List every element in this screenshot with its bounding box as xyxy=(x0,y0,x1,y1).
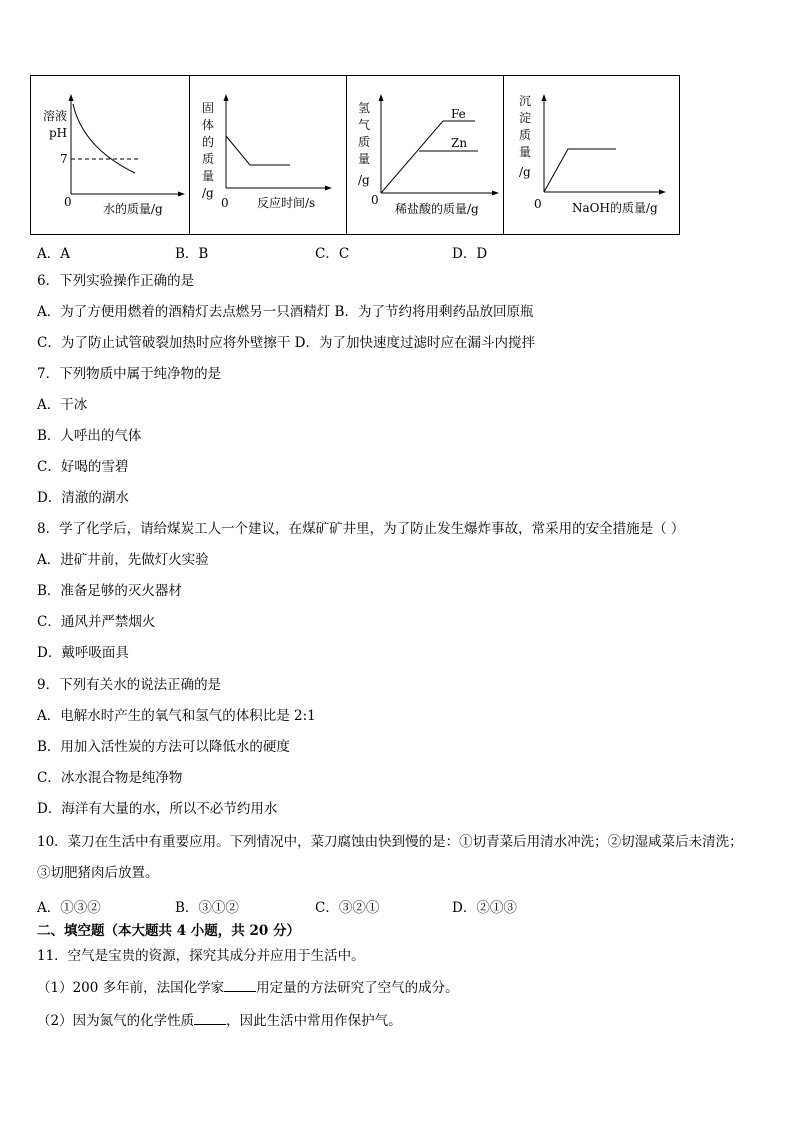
q11-sub1 xyxy=(37,978,459,997)
graph-c-ylabel-1: 气 xyxy=(357,118,370,132)
graph-b-ylabel-0: 固 xyxy=(201,101,214,115)
graph-c-xlabel: 稀盐酸的质量/g xyxy=(394,202,479,216)
graph-a-ylabel-1: 溶液 xyxy=(43,109,68,123)
graph-d-y-arrow xyxy=(542,94,547,101)
graph-b-ylabel-3: 质 xyxy=(201,152,214,166)
graph-b-x-arrow xyxy=(325,186,332,191)
q10-option-c[interactable]: C．③②① xyxy=(315,900,380,916)
q11-sub2 xyxy=(37,1011,402,1030)
section2-title: 二、填空题（本大题共 4 小题，共 20 分） xyxy=(37,923,300,939)
q8-option-d[interactable]: D．戴呼吸面具 xyxy=(37,645,129,661)
graph-c-series-zn: Zn xyxy=(450,136,467,150)
q7-option-c[interactable]: C．好喝的雪碧 xyxy=(37,459,129,475)
graph-c-ylabel-2: 质 xyxy=(357,135,370,149)
q5-option-b[interactable]: B．B xyxy=(175,246,209,262)
graph-d-curve xyxy=(544,149,616,192)
graph-d-ylabel-1: 淀 xyxy=(519,111,532,125)
q5-option-c[interactable]: C．C xyxy=(315,246,350,262)
q8-option-a[interactable]: A．进矿井前，先做灯火实验 xyxy=(37,552,209,568)
graph-c-svg xyxy=(347,76,504,234)
q7-stem: 7．下列物质中属于纯净物的是 xyxy=(37,366,222,382)
graph-c-fe-line xyxy=(381,121,475,193)
q7-option-a[interactable]: A．干冰 xyxy=(37,397,88,413)
graph-c-x-arrow xyxy=(492,191,499,196)
graph-c-y-arrow xyxy=(378,94,383,101)
q10-option-b[interactable]: B．③①② xyxy=(175,900,239,916)
graph-b xyxy=(190,76,347,234)
q11-sub2-after: ，因此生活中常用作保护气。 xyxy=(226,1013,402,1029)
graph-b-xlabel: 反应时间/s xyxy=(256,196,315,210)
q6-stem: 6．下列实验操作正确的是 xyxy=(37,273,195,289)
graph-d-ylabel-0: 沉 xyxy=(519,94,532,108)
graph-d-ylabel-4: /g xyxy=(519,165,531,179)
q11-sub2-before: （2）因为氮气的化学性质 xyxy=(37,1013,195,1029)
graph-a-origin: 0 xyxy=(64,195,72,209)
graph-options-panel xyxy=(30,75,680,235)
graph-b-ylabel-2: 的 xyxy=(201,135,214,149)
graph-d-origin: 0 xyxy=(534,197,542,211)
graph-b-y-arrow xyxy=(223,94,228,101)
q11-sub1-blank[interactable] xyxy=(224,978,256,992)
q7-option-b[interactable]: B．人呼出的气体 xyxy=(37,428,142,444)
graph-c-ylabel-4: /g xyxy=(357,173,370,187)
graph-c-series-fe: Fe xyxy=(450,107,466,121)
q9-stem: 9．下列有关水的说法正确的是 xyxy=(37,677,222,693)
graph-a-y-arrow xyxy=(69,94,74,101)
graph-b-ylabel-4: 量 xyxy=(201,169,214,183)
q9-option-d[interactable]: D．海洋有大量的水，所以不必节约用水 xyxy=(37,801,278,817)
graph-c-ylabel-3: 量 xyxy=(357,152,370,166)
q8-option-c[interactable]: C．通风并严禁烟火 xyxy=(37,614,156,630)
q10-stem-line1: 10．菜刀在生活中有重要应用。下列情况中，菜刀腐蚀由快到慢的是：①切青菜后用清水冲洗；②切湿咸菜后未清洗； xyxy=(37,834,743,850)
graph-a-x-arrow xyxy=(178,192,185,197)
graph-d-ylabel-2: 质 xyxy=(519,128,532,142)
q11-sub1-after: 用定量的方法研究了空气的成分。 xyxy=(256,980,459,996)
graph-a xyxy=(31,76,190,234)
graph-a-xlabel: 水的质量/g xyxy=(103,202,163,216)
graph-d-svg xyxy=(504,76,679,234)
graph-b-ylabel-1: 体 xyxy=(201,118,214,132)
q9-option-c[interactable]: C．冰水混合物是纯净物 xyxy=(37,770,183,786)
graph-a-svg xyxy=(31,76,189,234)
q6-options-line2[interactable]: C．为了防止试管破裂加热时应将外壁擦干 D．为了加快速度过滤时应在漏斗内搅拌 xyxy=(37,335,535,351)
q11-stem: 11．空气是宝贵的资源，探究其成分并应用于生活中。 xyxy=(37,948,365,964)
graph-b-origin: 0 xyxy=(220,196,229,210)
q5-option-a[interactable]: A．A xyxy=(37,246,70,262)
graph-c xyxy=(347,76,505,234)
q10-option-d[interactable]: D．②①③ xyxy=(452,900,517,916)
q9-option-b[interactable]: B．用加入活性炭的方法可以降低水的硬度 xyxy=(37,739,290,755)
q8-option-b[interactable]: B．准备足够的灭火器材 xyxy=(37,583,182,599)
graph-d-x-arrow xyxy=(659,190,666,195)
graph-c-origin: 0 xyxy=(370,193,379,207)
graph-a-tick-7: 7 xyxy=(60,152,68,166)
graph-d xyxy=(504,76,679,234)
graph-c-ylabel-0: 氢 xyxy=(357,101,370,115)
graph-a-ylabel-2: pH xyxy=(49,126,68,140)
graph-b-svg xyxy=(190,76,346,234)
q8-stem: 8．学了化学后，请给煤炭工人一个建议，在煤矿矿井里，为了防止发生爆炸事故，常采用的安全措施是（ ） xyxy=(37,521,685,537)
q11-sub1-before: （1）200 多年前，法国化学家 xyxy=(37,980,225,996)
q10-option-a[interactable]: A．①③② xyxy=(37,900,101,916)
q9-option-a[interactable]: A．电解水时产生的氧气和氢气的体积比是 2:1 xyxy=(37,708,316,724)
graph-b-ylabel-5: /g xyxy=(201,186,214,200)
q6-options-line1[interactable]: A．为了方便用燃着的酒精灯去点燃另一只酒精灯 B．为了节约将用剩药品放回原瓶 xyxy=(37,304,534,320)
q5-option-d[interactable]: D．D xyxy=(452,246,488,262)
graph-d-ylabel-3: 量 xyxy=(519,145,532,159)
graph-a-curve xyxy=(73,104,135,173)
q10-stem-line2: ③切肥猪肉后放置。 xyxy=(37,865,159,881)
graph-d-xlabel: NaOH的质量/g xyxy=(572,201,658,215)
q11-sub2-blank[interactable] xyxy=(194,1011,226,1025)
graph-b-curve xyxy=(226,136,290,165)
q7-option-d[interactable]: D．清澈的湖水 xyxy=(37,490,129,506)
